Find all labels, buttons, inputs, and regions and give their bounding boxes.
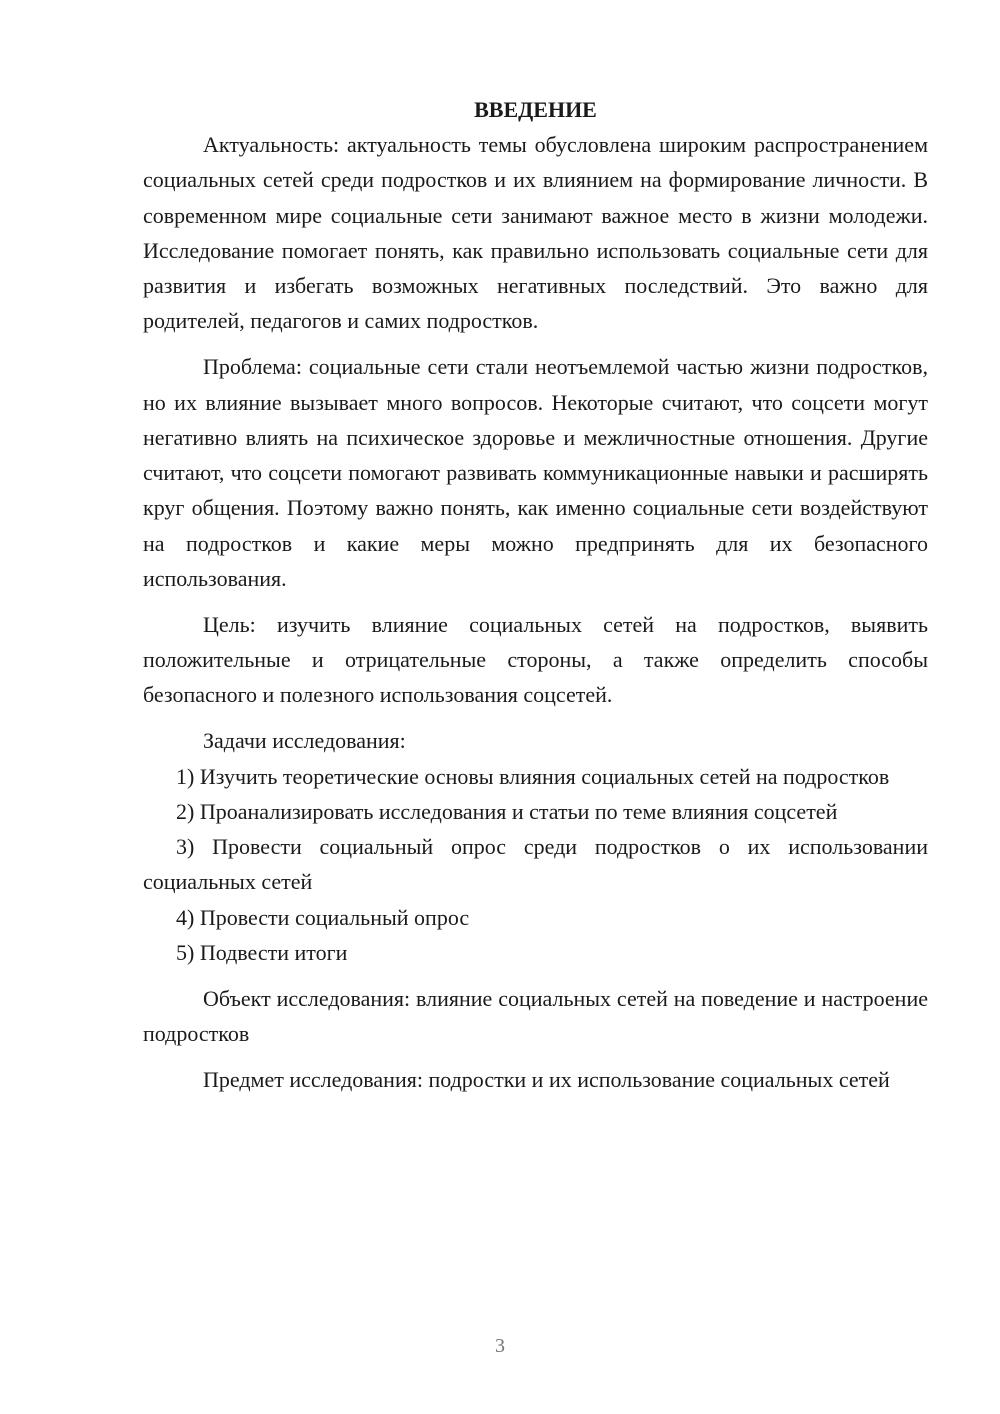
- task-item: 3) Провести социальный опрос среди подростков о их использовании социальных сетей: [143, 834, 928, 895]
- document-title: ВВЕДЕНИЕ: [474, 97, 597, 122]
- task-item: 4) Провести социальный опрос: [176, 904, 470, 930]
- tasks-list: [143, 759, 928, 971]
- subject-paragraph: Предмет исследования: подростки и их использование социальных сетей: [203, 1066, 890, 1092]
- task-item: 2) Проанализировать исследования и статьи по теме влияния соцсетей: [176, 798, 838, 824]
- document-page: [143, 92, 928, 1097]
- goal-paragraph: Цель: изучить влияние социальных сетей на подростков, выявить положительные и отрицательные стороны, а также определить способы безопасного и полезного использования соцсетей.: [143, 611, 928, 708]
- task-item: 1) Изучить теоретические основы влияния социальных сетей на подростков: [176, 763, 890, 789]
- task-item: 5) Подвести итоги: [176, 940, 348, 966]
- problem-paragraph: Проблема: социальные сети стали неотъемлемой частью жизни подростков, но их влияние вызывает много вопросов. Некоторые считают, что соцсети могут негативно влиять на психическое здоровье и межличностные отношения. Другие считают, что соцсети помогают развивать коммуникационные навыки и расширять круг общения. Поэтому важно понять, как именно социальные сети воздействуют на подростков и какие меры можно предпринять для их безопасного использования.: [143, 354, 928, 592]
- object-paragraph: Объект исследования: влияние социальных сетей на поведение и настроение подростков: [143, 985, 928, 1047]
- page-number: 3: [495, 1335, 505, 1357]
- tasks-heading: Задачи исследования:: [203, 728, 406, 754]
- relevance-paragraph: Актуальность: актуальность темы обусловлена широким распространением социальных сетей среди подростков и их влиянием на формирование личности. В современном мире социальные сети занимают важное место в жизни молодежи. Исследование помогает понять, как правильно использовать социальные сети для развития и избегать возможных негативных последствий. Это важно для родителей, педагогов и самих подростков.: [143, 132, 928, 334]
